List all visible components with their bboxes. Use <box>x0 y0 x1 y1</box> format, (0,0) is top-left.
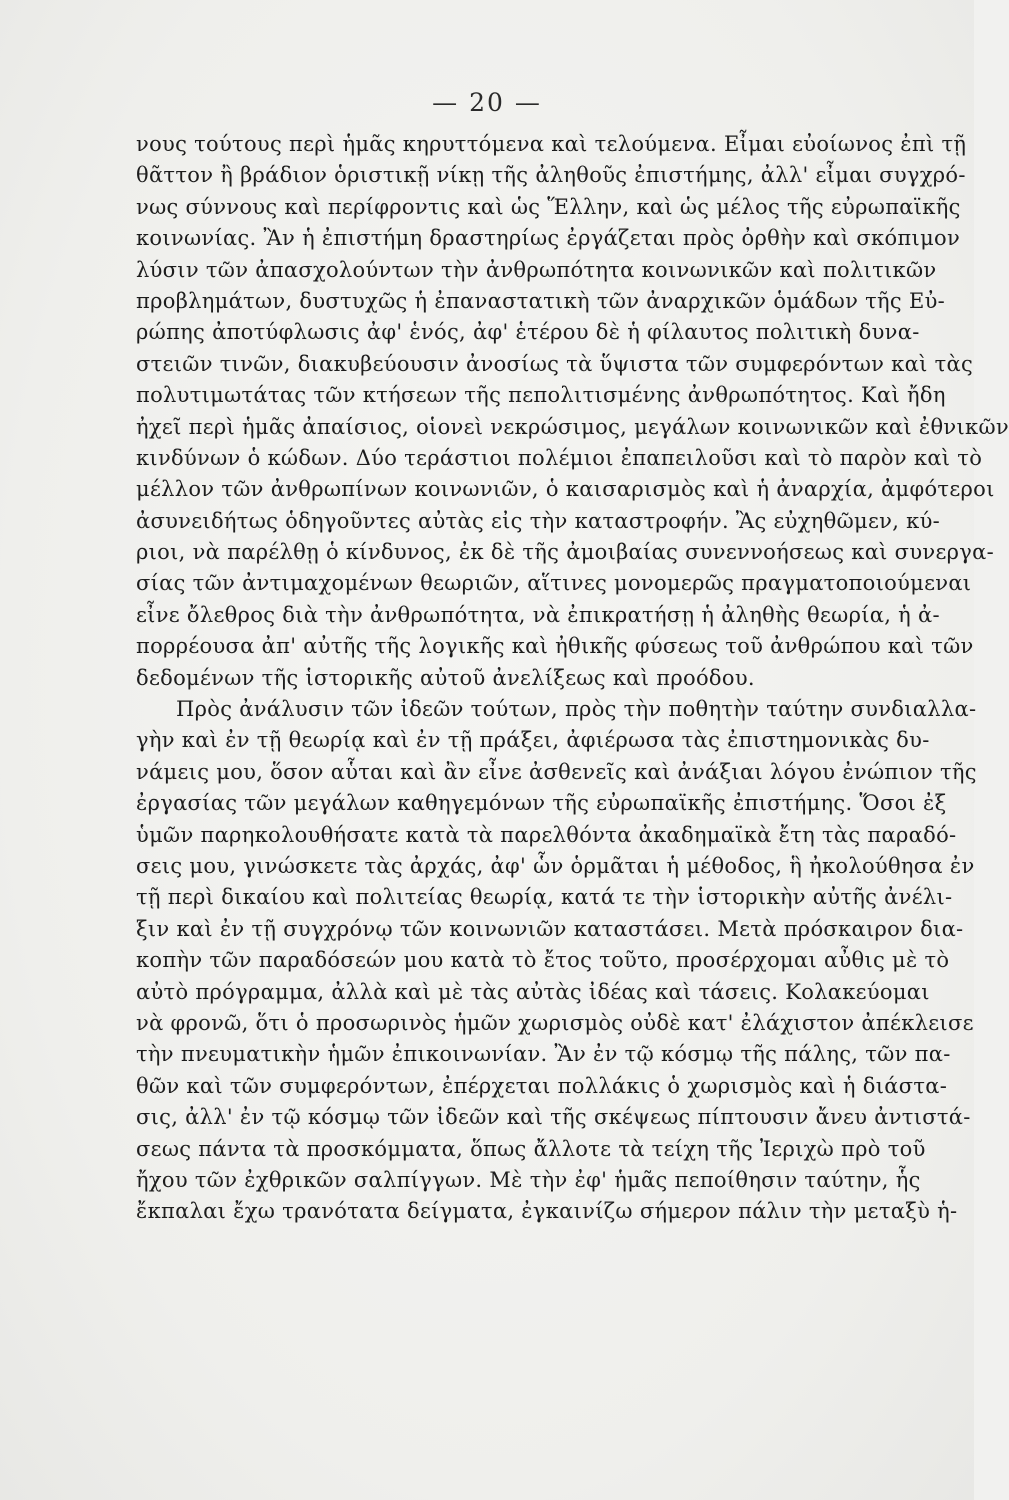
text-line: σίας τῶν ἀντιμαχομένων θεωριῶν, αἵτινες μονομερῶς πραγματοποιούμεναι <box>136 571 972 596</box>
text-line: λύσιν τῶν ἀπασχολούντων τὴν ἀνθρωπότητα κοινωνικῶν καὶ πολιτικῶν <box>136 257 937 282</box>
text-line: πορρέουσα ἀπ' αὐτῆς τῆς λογικῆς καὶ ἠθικῆς φύσεως τοῦ ἀνθρώπου καὶ τῶν <box>136 634 974 659</box>
body-text <box>136 129 1009 1228</box>
text-line: ἠχεῖ περὶ ἡμᾶς ἀπαίσιος, οἱονεὶ νεκρώσιμος, μεγάλων κοινωνικῶν καὶ ἐθνικῶν <box>136 414 1009 439</box>
text-line: ἀσυνειδήτως ὁδηγοῦντες αὐτὰς εἰς τὴν καταστροφήν. Ἂς εὐχηθῶμεν, κύ- <box>136 508 941 533</box>
text-line: ἤχου τῶν ἐχθρικῶν σαλπίγγων. Μὲ τὴν ἐφ' ἡμᾶς πεποίθησιν ταύτην, ἧς <box>136 1167 921 1192</box>
text-line: νως σύννους καὶ περίφροντις καὶ ὡς Ἕλλην, καὶ ὡς μέλος τῆς εὐρωπαϊκῆς <box>136 194 961 219</box>
text-line: εἶνε ὄλεθρος διὰ τὴν ἀνθρωπότητα, νὰ ἐπικρατήσῃ ἡ ἀληθὴς θεωρία, ἡ ἀ- <box>136 602 940 627</box>
text-line: ἔκπαλαι ἔχω τρανότατα δείγματα, ἐγκαινίζω σήμερον πάλιν τὴν μεταξὺ ἡ- <box>136 1199 958 1224</box>
text-line: στειῶν τινῶν, διακυβεύουσιν ἀνοσίως τὰ ὕψιστα τῶν συμφερόντων καὶ τὰς <box>136 351 974 376</box>
text-line: νὰ φρονῶ, ὅτι ὁ προσωρινὸς ἡμῶν χωρισμὸς οὐδὲ κατ' ἐλάχιστον ἀπέκλεισε <box>136 1010 974 1035</box>
paragraph-start-line: Πρὸς ἀνάλυσιν τῶν ἰδεῶν τούτων, πρὸς τὴν ποθητὴν ταύτην συνδιαλλα- <box>176 697 977 722</box>
text-line: κοπὴν τῶν παραδόσεών μου κατὰ τὸ ἔτος τοῦτο, προσέρχομαι αὖθις μὲ τὸ <box>136 948 950 973</box>
text-line: μέλλον τῶν ἀνθρωπίνων κοινωνιῶν, ὁ καισαρισμὸς καὶ ἡ ἀναρχία, ἀμφότεροι <box>136 477 995 502</box>
text-line: πολυτιμωτάτας τῶν κτήσεων τῆς πεπολιτισμένης ἀνθρωπότητος. Καὶ ἤδη <box>136 383 946 408</box>
text-line: ἐργασίας τῶν μεγάλων καθηγεμόνων τῆς εὐρωπαϊκῆς ἐπιστήμης. Ὅσοι ἐξ <box>136 791 947 816</box>
text-line: ρώπης ἀποτύφλωσις ἀφ' ἑνός, ἀφ' ἑτέρου δὲ ἡ φίλαυτος πολιτικὴ δυνα- <box>136 320 920 345</box>
text-line: τῇ περὶ δικαίου καὶ πολιτείας θεωρίᾳ, κατά τε τὴν ἱστορικὴν αὐτῆς ἀνέλι- <box>136 885 953 910</box>
paragraph-end-line: δεδομένων τῆς ἱστορικῆς αὐτοῦ ἀνελίξεως καὶ προόδου. <box>136 665 755 690</box>
text-line: προβλημάτων, δυστυχῶς ἡ ἐπαναστατικὴ τῶν ἀναρχικῶν ὁμάδων τῆς Εὐ- <box>136 288 946 313</box>
text-line: σις, ἀλλ' ἐν τῷ κόσμῳ τῶν ἰδεῶν καὶ τῆς σκέψεως πίπτουσιν ἄνευ ἀντιστά- <box>136 1105 971 1130</box>
text-line: γὴν καὶ ἐν τῇ θεωρίᾳ καὶ ἐν τῇ πράξει, ἀφιέρωσα τὰς ἐπιστημονικὰς δυ- <box>136 728 930 753</box>
text-line: νους τούτους περὶ ἡμᾶς κηρυττόμενα καὶ τελούμενα. Εἶμαι εὐοίωνος ἐπὶ τῇ <box>136 132 967 156</box>
text-line: σεως πάντα τὰ προσκόμματα, ὅπως ἄλλοτε τὰ τείχη τῆς Ἰεριχὼ πρὸ τοῦ <box>136 1136 926 1161</box>
text-line: νάμεις μου, ὅσον αὗται καὶ ἂν εἶνε ἀσθενεῖς καὶ ἀνάξιαι λόγου ἐνώπιον τῆς <box>136 759 977 784</box>
text-line: τὴν πνευματικὴν ἡμῶν ἐπικοινωνίαν. Ἂν ἐν τῷ κόσμῳ τῆς πάλης, τῶν πα- <box>136 1042 951 1067</box>
text-line: αὐτὸ πρόγραμμα, ἀλλὰ καὶ μὲ τὰς αὐτὰς ἰδέας καὶ τάσεις. Κολακεύομαι <box>136 979 930 1004</box>
page-number: — 20 — <box>432 88 542 117</box>
text-line: ξιν καὶ ἐν τῇ συγχρόνῳ τῶν κοινωνιῶν καταστάσει. Μετὰ πρόσκαιρον δια- <box>136 916 964 941</box>
text-line: κινδύνων ὁ κώδων. Δύο τεράστιοι πολέμιοι ἐπαπειλοῦσι καὶ τὸ παρὸν καὶ τὸ <box>136 445 983 470</box>
text-line: ὑμῶν παρηκολουθήσατε κατὰ τὰ παρελθόντα ἀκαδημαϊκὰ ἔτη τὰς παραδό- <box>136 822 957 847</box>
text-line: ριοι, νὰ παρέλθῃ ὁ κίνδυνος, ἐκ δὲ τῆς ἀμοιβαίας συνεννοήσεως καὶ συνεργα- <box>136 540 995 565</box>
text-line: θῶν καὶ τῶν συμφερόντων, ἐπέρχεται πολλάκις ὁ χωρισμὸς καὶ ἡ διάστα- <box>136 1073 948 1098</box>
text-line: κοινωνίας. Ἂν ἡ ἐπιστήμη δραστηρίως ἐργάζεται πρὸς ὀρθὴν καὶ σκόπιμον <box>136 226 961 251</box>
text-line: θᾶττον ἢ βράδιον ὁριστικῇ νίκῃ τῆς ἀληθοῦς ἐπιστήμης, ἀλλ' εἶμαι συγχρό- <box>136 163 966 188</box>
text-line: σεις μου, γινώσκετε τὰς ἀρχάς, ἀφ' ὧν ὁρμᾶται ἡ μέθοδος, ἣ ἠκολούθησα ἐν <box>136 853 975 878</box>
